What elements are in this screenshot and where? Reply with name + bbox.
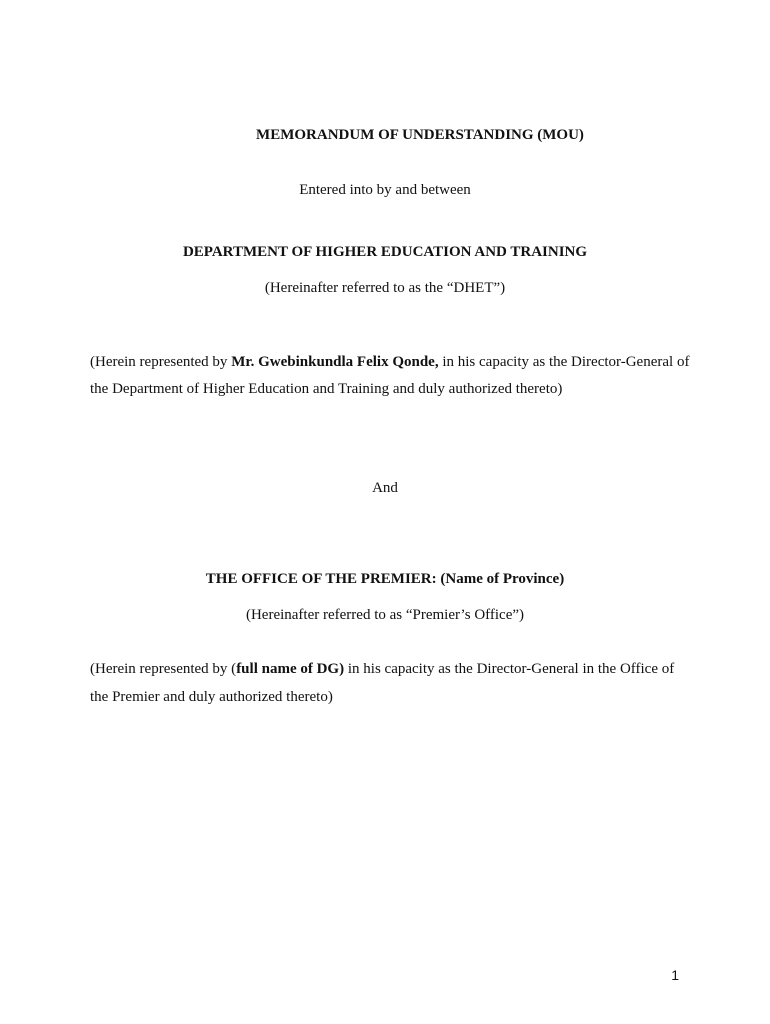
- document-title: MEMORANDUM OF UNDERSTANDING (MOU): [256, 127, 584, 143]
- party1-rep-prefix: (Herein represented by: [90, 354, 232, 370]
- party2-rep-prefix: (Herein represented by (: [90, 661, 237, 677]
- intro-text: Entered into by and between: [299, 182, 471, 198]
- party1-alias: (Hereinafter referred to as the “DHET”): [264, 280, 506, 296]
- party1-representation-line1: [90, 352, 690, 372]
- party2-name: THE OFFICE OF THE PREMIER: (Name of Province): [205, 571, 565, 587]
- party1-name: DEPARTMENT OF HIGHER EDUCATION AND TRAINING: [182, 244, 588, 260]
- party1-rep-name: Mr. Gwebinkundla Felix Qonde,: [231, 354, 439, 370]
- party2-representation-line1: [90, 659, 690, 679]
- party2-alias: (Hereinafter referred to as “Premier’s Office”): [245, 607, 525, 623]
- page-number: 1: [671, 967, 679, 983]
- conjunction-text: And: [372, 480, 398, 496]
- party2-rep-name: full name of DG): [236, 661, 345, 677]
- party2-rep-suffix: in his capacity as the Director-General in the Office of: [344, 661, 675, 677]
- party2-representation-line2: the Premier and duly authorized thereto): [90, 689, 333, 705]
- party1-rep-suffix: in his capacity as the Director-General of: [438, 354, 690, 370]
- party1-representation-line2: the Department of Higher Education and Training and duly authorized thereto): [90, 381, 563, 397]
